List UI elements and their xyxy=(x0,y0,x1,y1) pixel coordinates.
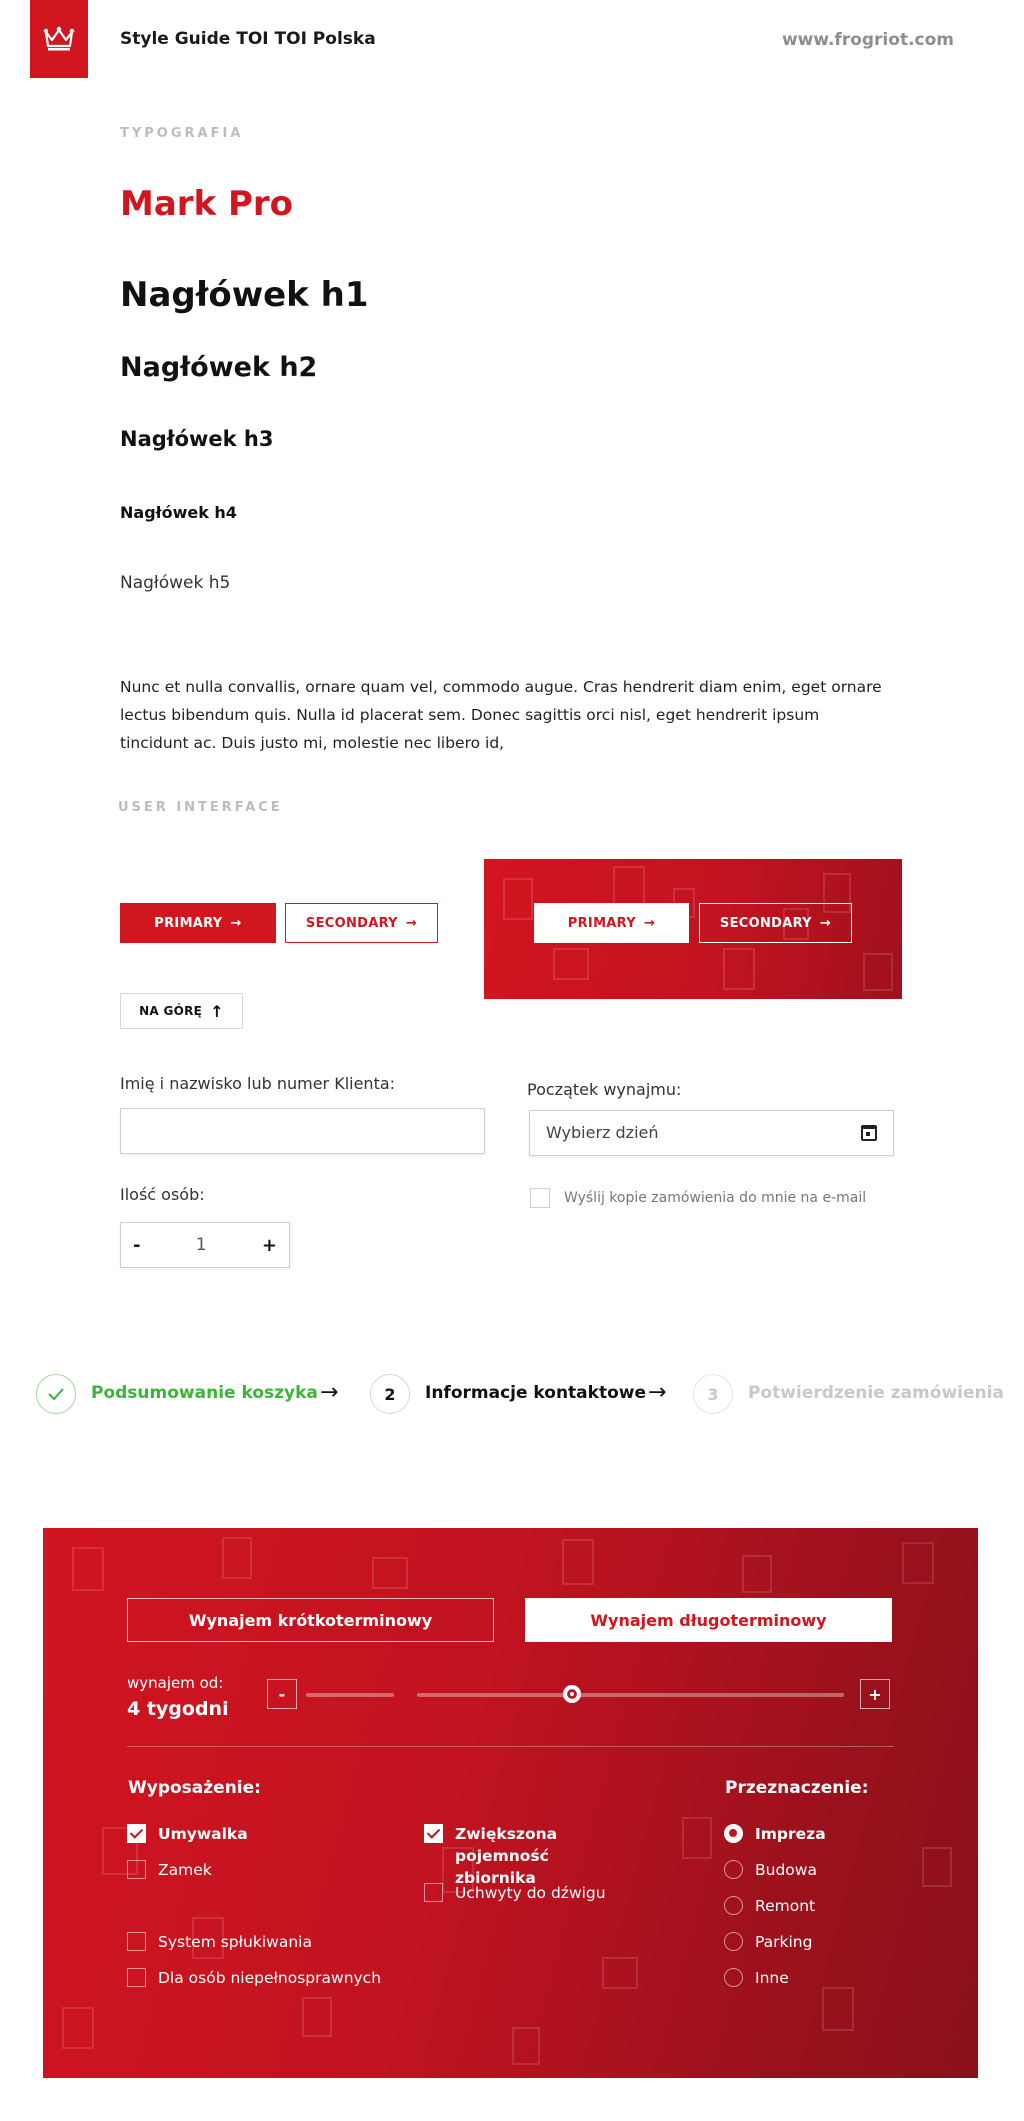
step-1-label[interactable]: Podsumowanie koszyka xyxy=(91,1383,318,1403)
primary-button-label: PRIMARY xyxy=(154,915,223,931)
rental-configurator xyxy=(43,1528,978,2078)
tab-long-term[interactable]: Wynajem długoterminowy xyxy=(525,1598,892,1642)
radio[interactable] xyxy=(724,1860,743,1879)
start-date-placeholder: Wybierz dzień xyxy=(546,1123,659,1142)
heading-h4-sample: Nagłówek h4 xyxy=(120,503,237,522)
paragraph-sample: Nunc et nulla convallis, ornare quam vel, commodo augue. Cras hendrerit diam enim, eget ornare lectus bibendum quis. Nulla id placerat sem. Donec sagittis orci nisl, eget hendrerit ipsum tincidunt ac. Duis justo mi, molestie nec libero id, xyxy=(120,678,882,752)
arrow-right-icon: → xyxy=(819,915,832,931)
name-field[interactable] xyxy=(120,1108,485,1154)
slider-thumb[interactable] xyxy=(563,1685,581,1703)
people-count-label: Ilość osób: xyxy=(120,1185,205,1204)
radio-selected[interactable] xyxy=(724,1824,743,1843)
heading-h5-sample: Nagłówek h5 xyxy=(120,573,231,593)
purpose-option-event[interactable] xyxy=(724,1823,826,1845)
equipment-label: Umywalka xyxy=(158,1825,248,1843)
decrement-button[interactable]: - xyxy=(133,1234,141,1256)
step-2-number: 2 xyxy=(370,1374,410,1414)
arrow-up-icon: ↑ xyxy=(210,1001,224,1021)
purpose-option-other[interactable] xyxy=(724,1967,789,1989)
checkbox[interactable] xyxy=(127,1932,146,1951)
tab-short-term[interactable]: Wynajem krótkoterminowy xyxy=(127,1598,494,1642)
logo[interactable] xyxy=(30,0,88,78)
calendar-icon[interactable] xyxy=(861,1125,877,1141)
inverted-primary-label: PRIMARY xyxy=(567,915,636,931)
arrow-right-icon: → xyxy=(320,1380,339,1405)
slider-track[interactable] xyxy=(417,1693,844,1697)
font-name: Mark Pro xyxy=(120,184,294,224)
arrow-right-icon: → xyxy=(230,915,242,931)
ui-section-label: USER INTERFACE xyxy=(118,800,283,815)
equipment-option-crane-hooks[interactable] xyxy=(424,1882,606,1904)
back-to-top-label: NA GÓRĘ xyxy=(139,1004,203,1018)
increment-button[interactable]: + xyxy=(261,1234,277,1256)
checkbox-checked[interactable] xyxy=(424,1824,443,1843)
arrow-right-icon: → xyxy=(648,1380,667,1405)
arrow-right-icon: → xyxy=(643,915,656,931)
checkbox[interactable] xyxy=(127,1968,146,1987)
divider xyxy=(127,1746,894,1747)
purpose-label: Impreza xyxy=(755,1825,826,1843)
site-title: Style Guide TOI TOI Polska xyxy=(120,29,376,49)
checkbox[interactable] xyxy=(127,1860,146,1879)
purpose-option-construction[interactable] xyxy=(724,1859,817,1881)
people-count-value[interactable]: 1 xyxy=(195,1235,207,1255)
rental-period-label: wynajem od: xyxy=(127,1674,224,1692)
start-date-label: Początek wynajmu: xyxy=(527,1080,682,1099)
slider-track-segment[interactable] xyxy=(306,1693,394,1697)
period-increment-button[interactable]: + xyxy=(860,1679,890,1709)
step-3-number: 3 xyxy=(693,1374,733,1414)
equipment-label: System spłukiwania xyxy=(158,1933,312,1951)
step-2-label[interactable]: Informacje kontaktowe xyxy=(425,1383,646,1403)
equipment-option-accessible[interactable] xyxy=(127,1967,381,1989)
checkbox[interactable] xyxy=(424,1883,443,1902)
crown-icon xyxy=(42,26,76,52)
inverted-buttons-panel xyxy=(484,859,902,999)
heading-h1-sample: Nagłówek h1 xyxy=(120,275,369,315)
email-copy-label: Wyślij kopie zamówienia do mnie na e-mail xyxy=(564,1190,867,1206)
purpose-label: Parking xyxy=(755,1933,813,1951)
secondary-button[interactable] xyxy=(285,903,438,943)
equipment-title: Wyposażenie: xyxy=(128,1778,261,1798)
checkbox-checked[interactable] xyxy=(127,1824,146,1843)
people-count-stepper xyxy=(120,1222,290,1268)
primary-button[interactable] xyxy=(120,903,276,943)
site-url-link[interactable]: www.frogriot.com xyxy=(781,30,954,50)
step-3-label: Potwierdzenie zamówienia xyxy=(748,1383,1004,1403)
equipment-label: Uchwyty do dźwigu xyxy=(455,1884,606,1902)
equipment-option-flush-system[interactable] xyxy=(127,1931,312,1953)
inverted-secondary-label: SECONDARY xyxy=(719,915,812,931)
email-copy-option[interactable] xyxy=(530,1188,866,1208)
purpose-label: Budowa xyxy=(755,1861,817,1879)
radio[interactable] xyxy=(724,1932,743,1951)
step-1-done-icon xyxy=(36,1374,76,1414)
checkmark-icon xyxy=(48,1388,64,1400)
equipment-label: Zwiększona pojemność zbiornika xyxy=(455,1825,558,1887)
purpose-label: Remont xyxy=(755,1897,816,1915)
radio[interactable] xyxy=(724,1968,743,1987)
heading-h3-sample: Nagłówek h3 xyxy=(120,427,274,451)
inverted-secondary-button[interactable] xyxy=(699,903,852,943)
back-to-top-button[interactable] xyxy=(120,993,243,1029)
purpose-title: Przeznaczenie: xyxy=(725,1778,869,1798)
typography-section-label: TYPOGRAFIA xyxy=(120,126,244,141)
equipment-label: Dla osób niepełnosprawnych xyxy=(158,1969,382,1987)
purpose-label: Inne xyxy=(755,1969,789,1987)
equipment-option-washbasin[interactable] xyxy=(127,1823,248,1845)
period-decrement-button[interactable]: - xyxy=(267,1679,297,1709)
rental-period-value: 4 tygodni xyxy=(127,1698,229,1720)
name-field-label: Imię i nazwisko lub numer Klienta: xyxy=(120,1074,396,1093)
inverted-primary-button[interactable] xyxy=(534,903,689,943)
radio[interactable] xyxy=(724,1896,743,1915)
purpose-option-renovation[interactable] xyxy=(724,1895,815,1917)
purpose-option-parking[interactable] xyxy=(724,1931,812,1953)
equipment-label: Zamek xyxy=(158,1861,212,1879)
secondary-button-label: SECONDARY xyxy=(305,915,398,931)
equipment-option-lock[interactable] xyxy=(127,1859,212,1881)
start-date-picker[interactable] xyxy=(529,1110,894,1156)
arrow-right-icon: → xyxy=(405,915,418,931)
heading-h2-sample: Nagłówek h2 xyxy=(120,352,318,383)
email-copy-checkbox[interactable] xyxy=(530,1188,550,1208)
equipment-option-tank[interactable] xyxy=(424,1823,624,1889)
